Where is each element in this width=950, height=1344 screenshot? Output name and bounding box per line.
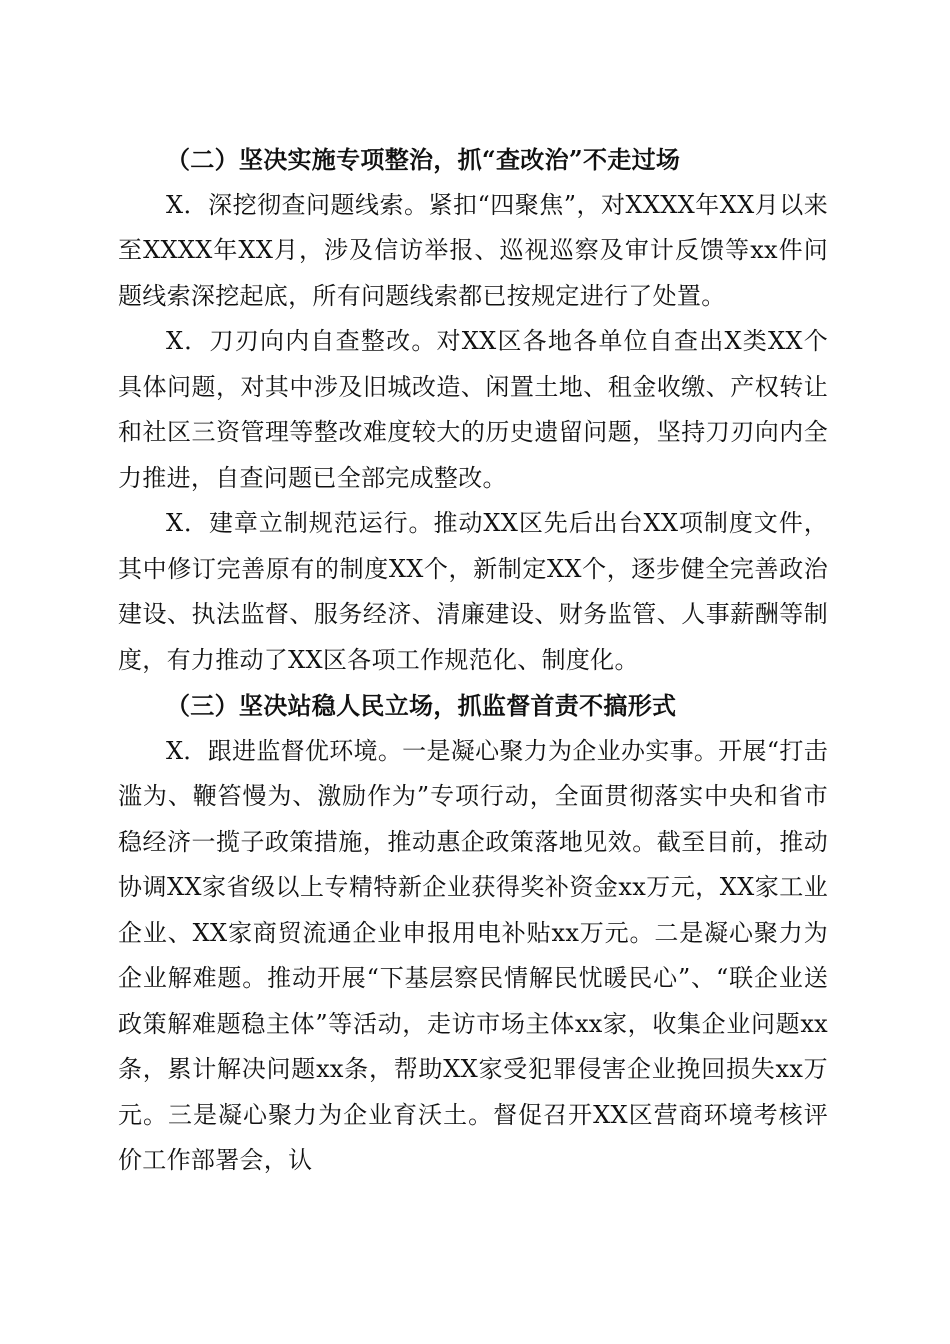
section-heading-2: （二）坚决实施专项整治，抓“查改治”不走过场 — [166, 145, 681, 174]
paragraph-regulations: X．建章立制规范运行。推动XX区先后出台XX项制度文件，其中修订完善原有的制度XX个，新制定XX个，逐步健全完善政治建设、执法监督、服务经济、清廉建设、财务监管、人事薪酬等制度，有力推动了XX区各项工作规范化、制度化。 — [118, 509, 828, 674]
document-page — [118, 137, 828, 1184]
paragraph-clue-investigation: X．深挖彻查问题线索。紧扣“四聚焦”，对XXXX年XX月以来至XXXX年XX月，涉及信访举报、巡视巡察及审计反馈等xx件问题线索深挖起底，所有问题线索都已按规定进行了处置。 — [118, 190, 828, 310]
paragraph-supervision-environment: X．跟进监督优环境。一是凝心聚力为企业办实事。开展“打击滥为、鞭笞慢为、激励作为”专项行动，全面贯彻落实中央和省市稳经济一揽子政策措施，推动惠企政策落地见效。截至目前，推动协调XX家省级以上专精特新企业获得奖补资金xx万元，XX家工业企业、XX家商贸流通企业申报用电补贴xx万元。二是凝心聚力为企业解难题。推动开展“下基层察民情解民忧暖民心”、“联企业送政策解难题稳主体”等活动，走访市场主体xx家，收集企业问题xx条，累计解决问题xx条，帮助XX家受犯罪侵害企业挽回损失xx万元。三是凝心聚力为企业育沃土。督促召开XX区营商环境考核评价工作部署会，认 — [118, 736, 828, 1174]
paragraph-self-inspection: X．刀刃向内自查整改。对XX区各地各单位自查出X类XX个具体问题，对其中涉及旧城改造、闲置土地、租金收缴、产权转让和社区三资管理等整改难度较大的历史遗留问题，坚持刀刃向内全力推进，自查问题已全部完成整改。 — [118, 327, 828, 492]
section-heading-3: （三）坚决站稳人民立场，抓监督首责不搞形式 — [166, 691, 677, 720]
